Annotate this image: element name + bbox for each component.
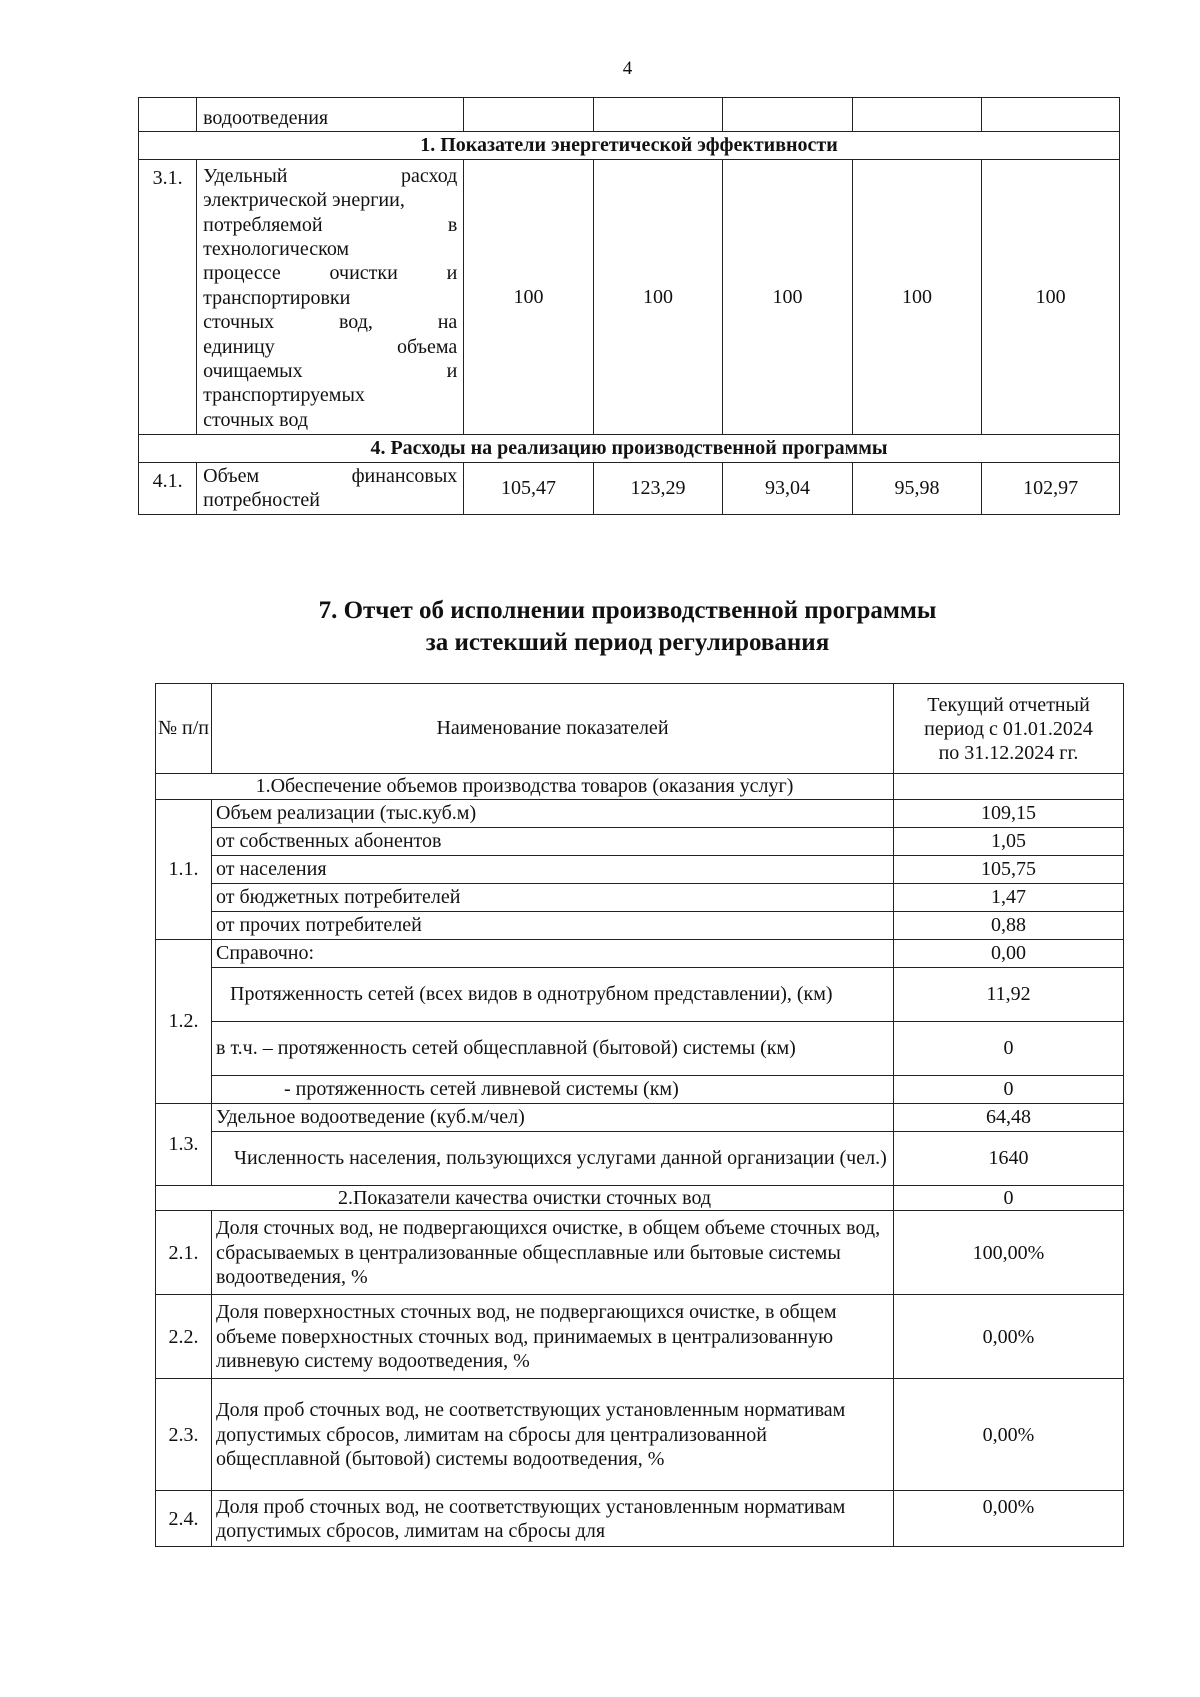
- value-cell: 64,48: [894, 1104, 1124, 1132]
- row-name: от бюджетных потребителей: [212, 884, 894, 912]
- value-cell: 100: [723, 159, 853, 434]
- value-cell: 100: [982, 159, 1120, 434]
- table-row: [156, 1104, 1124, 1132]
- page-number: 4: [622, 58, 633, 79]
- section-title-energy: 1. Показатели энергетической эффективности: [139, 132, 1120, 159]
- value-cell: 0: [894, 1186, 1124, 1211]
- value-cell: 0: [894, 1022, 1124, 1076]
- row-number: 2.1.: [156, 1211, 212, 1295]
- table-row: [139, 98, 1120, 132]
- value-cell: 109,15: [894, 800, 1124, 828]
- header-name: Наименование показателей: [212, 684, 894, 774]
- row-name: от населения: [212, 856, 894, 884]
- row-number: 1.2.: [156, 940, 212, 1104]
- section-row: [139, 132, 1120, 159]
- table-row: [156, 1211, 1124, 1295]
- value-cell: 100: [593, 159, 723, 434]
- row-number: 1.1.: [156, 800, 212, 940]
- heading-line-1: 7. Отчет об исполнении производственной программы: [318, 597, 937, 624]
- table-row: [156, 940, 1124, 968]
- value-cell: 102,97: [982, 463, 1120, 515]
- header-period: Текущий отчетный период с 01.01.2024 по 31.12.2024 гг.: [894, 684, 1124, 774]
- value-cell: 0: [894, 1076, 1124, 1104]
- row-name: Доля поверхностных сточных вод, не подвергающихся очистке, в общем объеме поверхностных сточных вод, принимаемых в централизованную ливневую систему водоотведения, %: [212, 1295, 894, 1379]
- row-name: Объем реализации (тыс.куб.м): [212, 800, 894, 828]
- row-name: - протяженность сетей ливневой системы (км): [212, 1076, 894, 1104]
- row-name: Объем финансовых потребностей: [197, 463, 464, 515]
- value-cell: 1,05: [894, 828, 1124, 856]
- row-name: Доля сточных вод, не подвергающихся очистке, в общем объеме сточных вод, сбрасываемых в централизованные общесплавные или бытовые системы водоотведения, %: [212, 1211, 894, 1295]
- table-row: [156, 884, 1124, 912]
- section-row: [139, 435, 1120, 463]
- row-number: 4.1.: [139, 463, 197, 515]
- table-row: [156, 968, 1124, 1022]
- section-heading: [0, 595, 1200, 659]
- value-cell: 100: [852, 159, 982, 434]
- row-name: Удельное водоотведение (куб.м/чел): [212, 1104, 894, 1132]
- table-row: [156, 1076, 1124, 1104]
- value-cell: 1,47: [894, 884, 1124, 912]
- value-cell: 1640: [894, 1132, 1124, 1186]
- section-title-expenses: 4. Расходы на реализацию производственной программы: [139, 435, 1120, 463]
- row-name: Численность населения, пользующихся услугами данной организации (чел.): [212, 1132, 894, 1186]
- value-cell: 0,00%: [894, 1491, 1124, 1547]
- value-cell: 105,47: [464, 463, 594, 515]
- table-row: [139, 463, 1120, 515]
- value-cell: 123,29: [593, 463, 723, 515]
- row-name: в т.ч. – протяженность сетей общесплавной (бытовой) системы (км): [212, 1022, 894, 1076]
- value-cell: 100,00%: [894, 1211, 1124, 1295]
- row-name: Удельный расход электрической энергии, потребляемой в технологическом процессе очистки и транспортировки сточных вод, на единицу объема очищаемых и транспортируемых сточных вод: [197, 159, 464, 434]
- section-row: [156, 774, 1124, 800]
- value-cell: 11,92: [894, 968, 1124, 1022]
- value-cell: 93,04: [723, 463, 853, 515]
- section-title: 1.Обеспечение объемов производства товаров (оказания услуг): [156, 774, 894, 800]
- indicators-table-continued: [138, 97, 1120, 515]
- value-cell: 0,88: [894, 912, 1124, 940]
- value-cell: 0,00%: [894, 1295, 1124, 1379]
- row-name: Справочно:: [212, 940, 894, 968]
- value-cell: 105,75: [894, 856, 1124, 884]
- row-name: от прочих потребителей: [212, 912, 894, 940]
- table-row: [156, 1295, 1124, 1379]
- row-number: 2.2.: [156, 1295, 212, 1379]
- value-cell: 100: [464, 159, 594, 434]
- value-cell: 0,00: [894, 940, 1124, 968]
- table-row: [156, 1022, 1124, 1076]
- table-row: [156, 856, 1124, 884]
- row-name: Доля проб сточных вод, не соответствующих установленным нормативам допустимых сбросов, лимитам на сбросы для: [212, 1491, 894, 1547]
- table-row: [156, 1132, 1124, 1186]
- row-name: от собственных абонентов: [212, 828, 894, 856]
- row-name: Доля проб сточных вод, не соответствующих установленным нормативам допустимых сбросов, лимитам на сбросы для централизованной общесплавной (бытовой) системы водоотведения, %: [212, 1379, 894, 1491]
- heading-line-2: за истекший период регулирования: [425, 628, 830, 656]
- table-header-row: [156, 684, 1124, 774]
- value-cell: 0,00%: [894, 1379, 1124, 1491]
- row-number: 1.3.: [156, 1104, 212, 1186]
- section-row: [156, 1186, 1124, 1211]
- table-row: [156, 1379, 1124, 1491]
- row-label: водоотведения: [197, 98, 464, 132]
- value-cell: 95,98: [852, 463, 982, 515]
- section-title: 2.Показатели качества очистки сточных вод: [156, 1186, 894, 1211]
- header-num: № п/п: [156, 684, 212, 774]
- table-row: [156, 828, 1124, 856]
- table-row: [156, 1491, 1124, 1547]
- row-number: 3.1.: [139, 159, 197, 434]
- table-row: [139, 159, 1120, 434]
- table-row: [156, 912, 1124, 940]
- table-row: [156, 800, 1124, 828]
- row-number: 2.3.: [156, 1379, 212, 1491]
- row-number: 2.4.: [156, 1491, 212, 1547]
- row-name: Протяженность сетей (всех видов в однотрубном представлении), (км): [212, 968, 894, 1022]
- program-report-table: [155, 683, 1124, 1547]
